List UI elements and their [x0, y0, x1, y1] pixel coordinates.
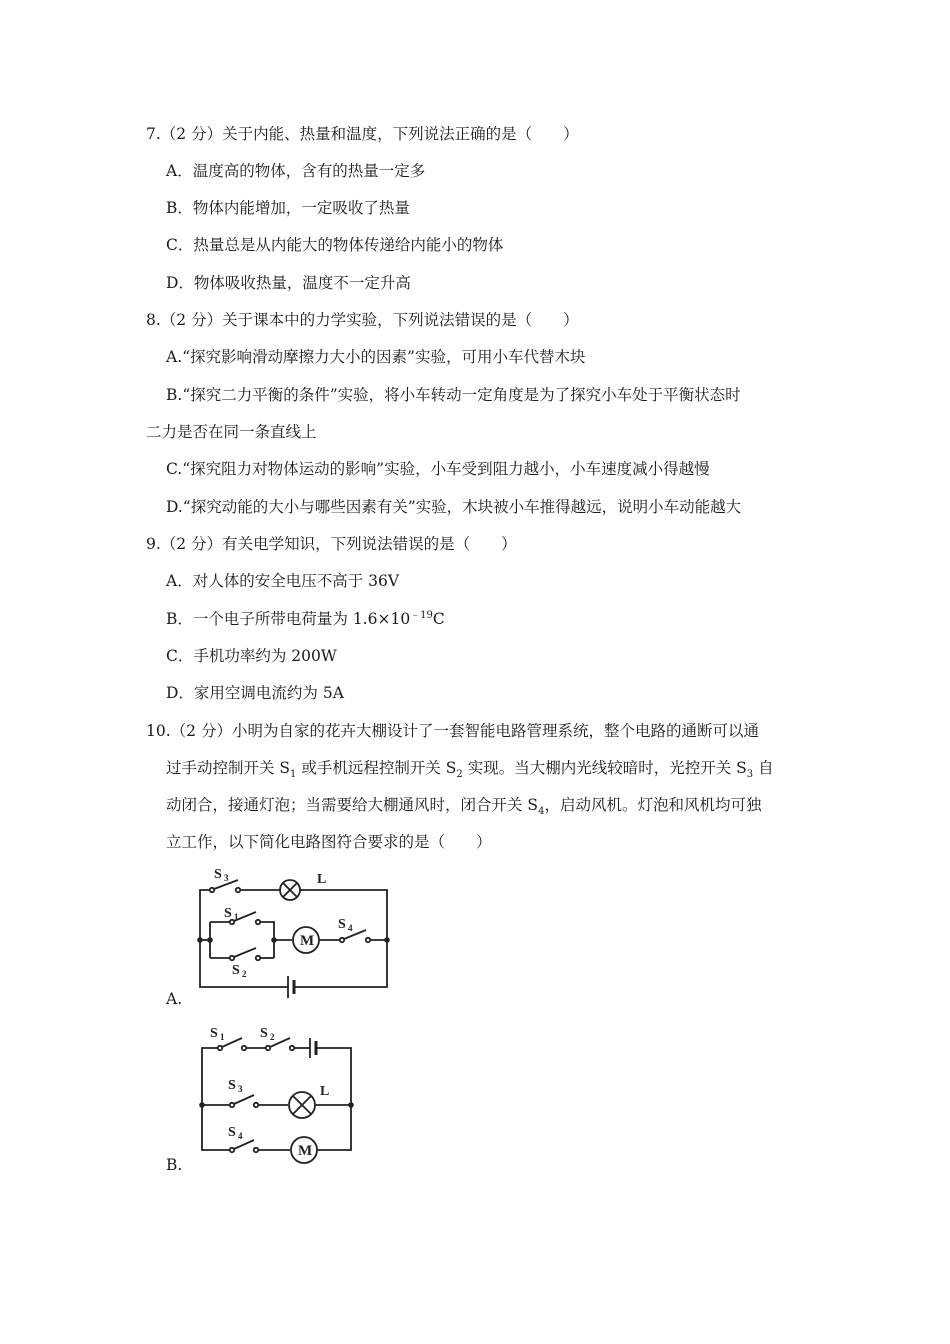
question-8-stem: 8.（2 分）关于课本中的力学实验，下列说法错误的是（ ）: [146, 311, 579, 329]
subscript: 4: [538, 806, 545, 818]
question-10-stem-line1: 10.（2 分）小明为自家的花卉大棚设计了一套智能电路管理系统，整个电路的通断可以通: [146, 722, 759, 740]
label-s1: S: [224, 906, 232, 921]
question-8-option-a[interactable]: A.“探究影响滑动摩擦力大小的因素”实验，可用小车代替木块: [166, 348, 586, 366]
option-b-unit: C: [432, 610, 445, 628]
question-8-option-b-continued: 二力是否在同一条直线上: [146, 423, 317, 441]
question-8-option-d[interactable]: D.“探究动能的大小与哪些因素有关”实验，木块被小车推得越远，说明小车动能越大: [166, 498, 742, 516]
circuit-a-label[interactable]: A.: [166, 990, 183, 1008]
question-9-stem: 9.（2 分）有关电学知识，下列说法错误的是（ ）: [146, 535, 517, 553]
label-s1-sub: 1: [220, 1032, 225, 1042]
question-7-option-c[interactable]: C．热量总是从内能大的物体传递给内能小的物体: [166, 236, 504, 254]
text: 动闭合，接通灯泡；当需要给大棚通风时，闭合开关 S: [166, 796, 539, 814]
label-s3-sub: 3: [238, 1084, 243, 1094]
subscript: 3: [746, 769, 754, 781]
label-s3: S: [228, 1078, 236, 1093]
text: 实现。当大棚内光线较暗时，光控开关 S: [467, 759, 747, 777]
label-s4-sub: 4: [238, 1131, 243, 1141]
subscript: 1: [290, 769, 297, 781]
question-7-option-a[interactable]: A．温度高的物体，含有的热量一定多: [166, 162, 426, 180]
question-7-option-b[interactable]: B．物体内能增加，一定吸收了热量: [166, 199, 410, 217]
label-s4-sub: 4: [348, 923, 353, 933]
subscript: 2: [456, 769, 463, 781]
option-b-exponent: ﹣19: [410, 609, 433, 621]
circuit-diagram-a: [190, 862, 400, 1007]
question-7-option-d[interactable]: D．物体吸收热量，温度不一定升高: [166, 274, 411, 292]
circuit-diagram-b: [190, 1022, 370, 1167]
label-s1: S: [210, 1026, 218, 1041]
question-9-option-b[interactable]: [166, 609, 445, 629]
label-lamp: L: [317, 872, 327, 887]
label-lamp: L: [320, 1084, 330, 1099]
text: 或手机远程控制开关 S: [301, 759, 457, 777]
text: 过手动控制开关 S: [166, 759, 291, 777]
question-9-option-d[interactable]: D．家用空调电流约为 5A: [166, 684, 344, 702]
option-b-text: B．一个电子所带电荷量为 1.6×10: [166, 610, 411, 628]
question-10-stem-line3: [166, 795, 762, 818]
label-s2-sub: 2: [270, 1032, 275, 1042]
label-s2: S: [232, 963, 240, 978]
label-s2-sub: 2: [242, 969, 247, 979]
circuit-b-label[interactable]: B.: [166, 1156, 183, 1174]
question-7-stem: 7.（2 分）关于内能、热量和温度，下列说法正确的是（ ）: [146, 125, 579, 143]
label-s4: S: [338, 917, 346, 932]
label-s1-sub: 1: [234, 912, 239, 922]
label-s3-sub: 3: [224, 873, 229, 883]
question-8-option-b[interactable]: B.“探究二力平衡的条件”实验，将小车转动一定角度是为了探究小车处于平衡状态时: [166, 386, 741, 404]
question-10-stem-line2: [166, 758, 774, 781]
label-motor: M: [300, 933, 315, 949]
label-motor: M: [298, 1143, 313, 1159]
label-s2: S: [260, 1026, 268, 1041]
question-9-option-c[interactable]: C．手机功率约为 200W: [166, 647, 337, 665]
question-10-stem-line4: 立工作，以下简化电路图符合要求的是（ ）: [166, 833, 492, 851]
text: ，启动风机。灯泡和风机均可独: [544, 796, 762, 814]
label-s4: S: [228, 1125, 236, 1140]
question-9-option-a[interactable]: A．对人体的安全电压不高于 36V: [166, 572, 400, 590]
question-8-option-c[interactable]: C.“探究阻力对物体运动的影响”实验，小车受到阻力越小，小车速度减小得越慢: [166, 460, 710, 478]
label-s3: S: [214, 867, 222, 882]
text: 自: [758, 759, 774, 777]
